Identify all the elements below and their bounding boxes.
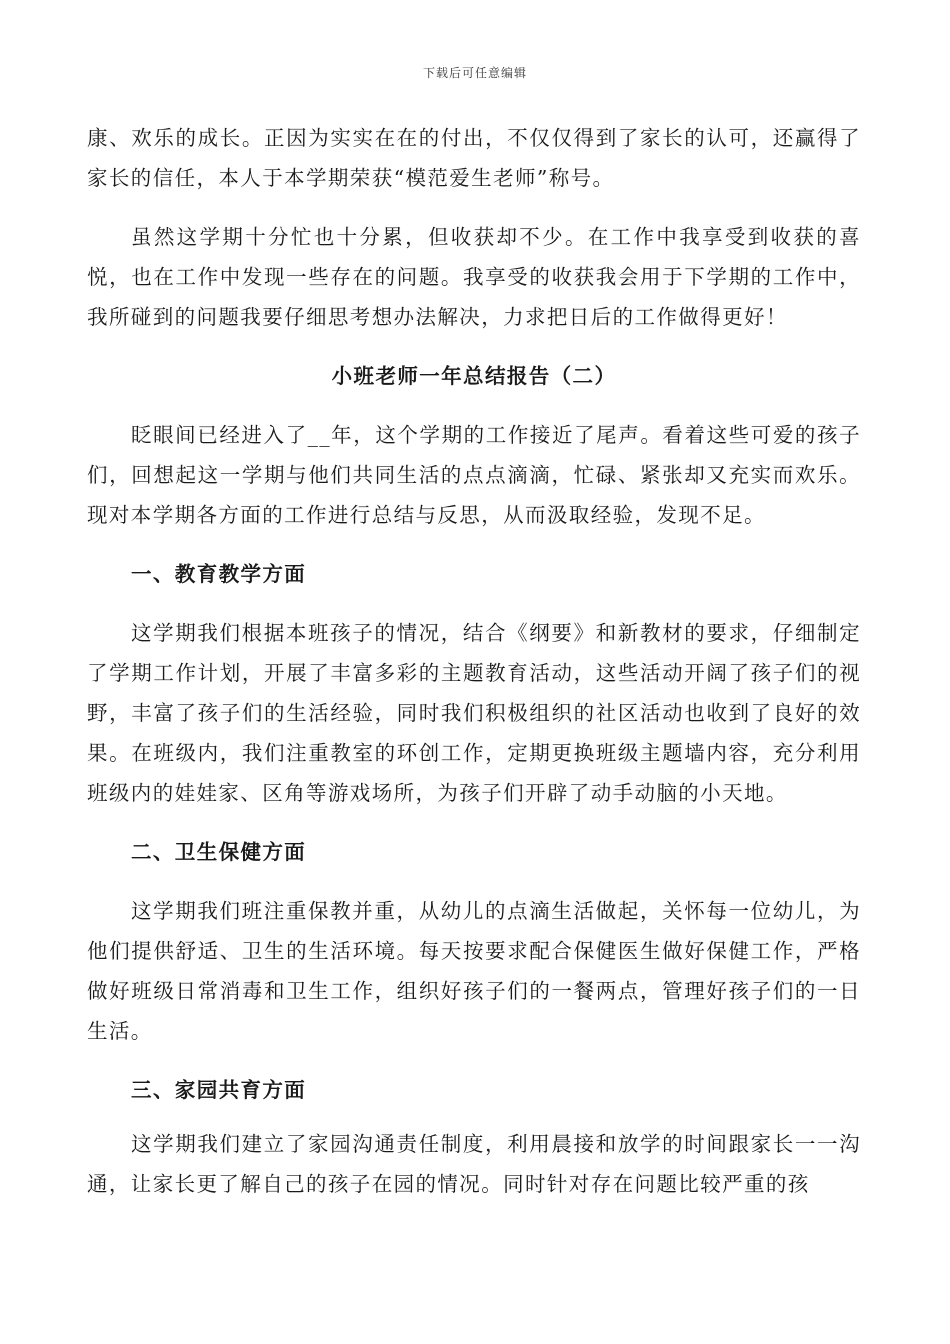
heading-education: 一、教育教学方面 — [131, 562, 307, 586]
paragraph-home-school: 这学期我们建立了家园沟通责任制度，利用晨接和放学的时间跟家长一一沟通，让家长更了解自己的孩子在园的情况。同时针对存在问题比较严重的孩 — [87, 1132, 861, 1196]
paragraph-education: 这学期我们根据本班孩子的情况，结合《纲要》和新教材的要求，仔细制定了学期工作计划，开展了丰富多彩的主题教育活动，这些活动开阔了孩子们的视野，丰富了孩子们的生活经验，同时我们积极组织的社区活动也收到了良好的效果。在班级内，我们注重教室的环创工作，定期更换班级主题墙内容，充分利用班级内的娃娃家、区角等游戏场所，为孩子们开辟了动手动脑的小天地。 — [87, 621, 861, 805]
heading-home-school: 三、家园共育方面 — [131, 1078, 307, 1102]
paragraph-continued: 康、欢乐的成长。正因为实实在在的付出，不仅仅得到了家长的认可，还赢得了家长的信任，本人于本学期荣获“模范爱生老师”称号。 — [87, 126, 861, 190]
paragraph-summary: 虽然这学期十分忙也十分累，但收获却不少。在工作中我享受到收获的喜悦，也在工作中发现一些存在的问题。我享受的收获我会用于下学期的工作中，我所碰到的问题我要仔细思考想办法解决，力求把日后的工作做得更好！ — [87, 225, 861, 329]
document-body — [87, 118, 861, 1204]
section-title: 小班老师一年总结报告（二） — [331, 364, 617, 388]
page-header-note: 下载后可任意编辑 — [422, 66, 527, 80]
paragraph-intro: 眨眼间已经进入了__年，这个学期的工作接近了尾声。看着这些可爱的孩子们，回想起这一学期与他们共同生活的点点滴滴，忙碌、紧张却又充实而欢乐。现对本学期各方面的工作进行总结与反思，从而汲取经验，发现不足。 — [87, 423, 861, 527]
heading-health: 二、卫生保健方面 — [131, 840, 307, 864]
paragraph-health: 这学期我们班注重保教并重，从幼儿的点滴生活做起，关怀每一位幼儿，为他们提供舒适、卫生的生活环境。每天按要求配合保健医生做好保健工作，严格做好班级日常消毒和卫生工作，组织好孩子们的一餐两点，管理好孩子们的一日生活。 — [87, 899, 861, 1043]
